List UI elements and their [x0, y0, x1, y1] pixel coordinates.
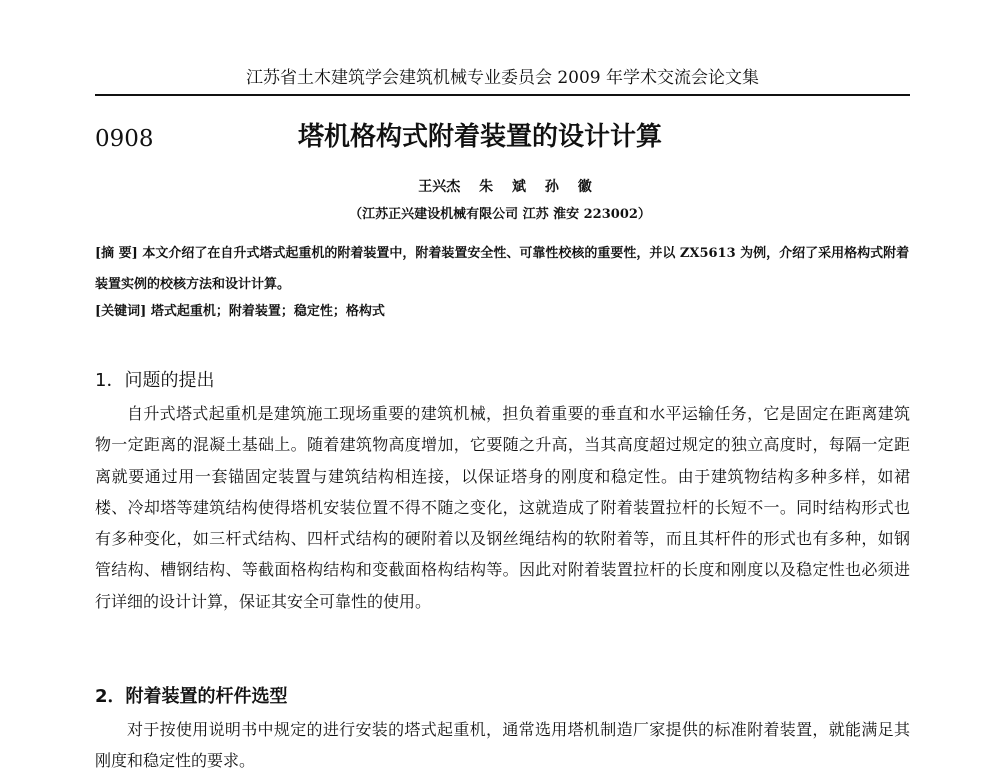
paper-number: 0908 [95, 126, 154, 152]
section-2-paragraph: 对于按使用说明书中规定的进行安装的塔式起重机，通常选用塔机制造厂家提供的标准附着装置，就能满足其刚度和稳定性的要求。 [95, 720, 910, 771]
abstract-text: 本文介绍了在自升式塔式起重机的附着装置中，附着装置安全性、可靠性校核的重要性，并以 ZX5613 为例，介绍了采用格构式附着装置实例的校核方法和设计计算。 [95, 246, 910, 292]
keywords-tag: [关键词] [95, 304, 147, 319]
header-rule [95, 94, 910, 96]
section-heading-2: 2．附着装置的杆件选型 [95, 686, 288, 707]
affiliation: （江苏正兴建设机械有限公司 江苏 淮安 223002） [349, 207, 651, 222]
abstract-tag: [摘 要] [95, 246, 138, 261]
authors: 王兴杰 朱 斌 孙 徽 [418, 179, 592, 195]
section-1-paragraph: 自升式塔式起重机是建筑施工现场重要的建筑机械，担负着重要的垂直和水平运输任务，它是固定在距离建筑物一定距离的混凝土基础上。随着建筑物高度增加，它要随之升高，当其高度超过规定的独立高度时，每隔一定距离就要通过用一套锚固定装置与建筑结构相连接，以保证塔身的刚度和稳定性。由于建筑物结构多种多样，如裙楼、冷却塔等建筑结构使得塔机安装位置不得不随之变化，这就造成了附着装置拉杆的长短不一。同时结构形式也有多种变化，如三杆式结构、四杆式结构的硬附着以及钢丝绳结构的软附着等，而且其杆件的形式也有多种，如钢管结构、槽钢结构、等截面格构结构和变截面格构结构等。因此对附着装置拉杆的长度和刚度以及稳定性也必须进行详细的设计计算，保证其安全可靠性的使用。 [95, 404, 910, 611]
keywords-text: 塔式起重机；附着装置；稳定性；格构式 [150, 304, 385, 319]
abstract [95, 238, 910, 300]
paper-title: 塔机格构式附着装置的设计计算 [297, 122, 662, 152]
section-heading-1: 1．问题的提出 [95, 370, 215, 391]
running-header: 江苏省土木建筑学会建筑机械专业委员会 2009 年学术交流会论文集 [245, 68, 760, 88]
keywords [95, 302, 910, 322]
